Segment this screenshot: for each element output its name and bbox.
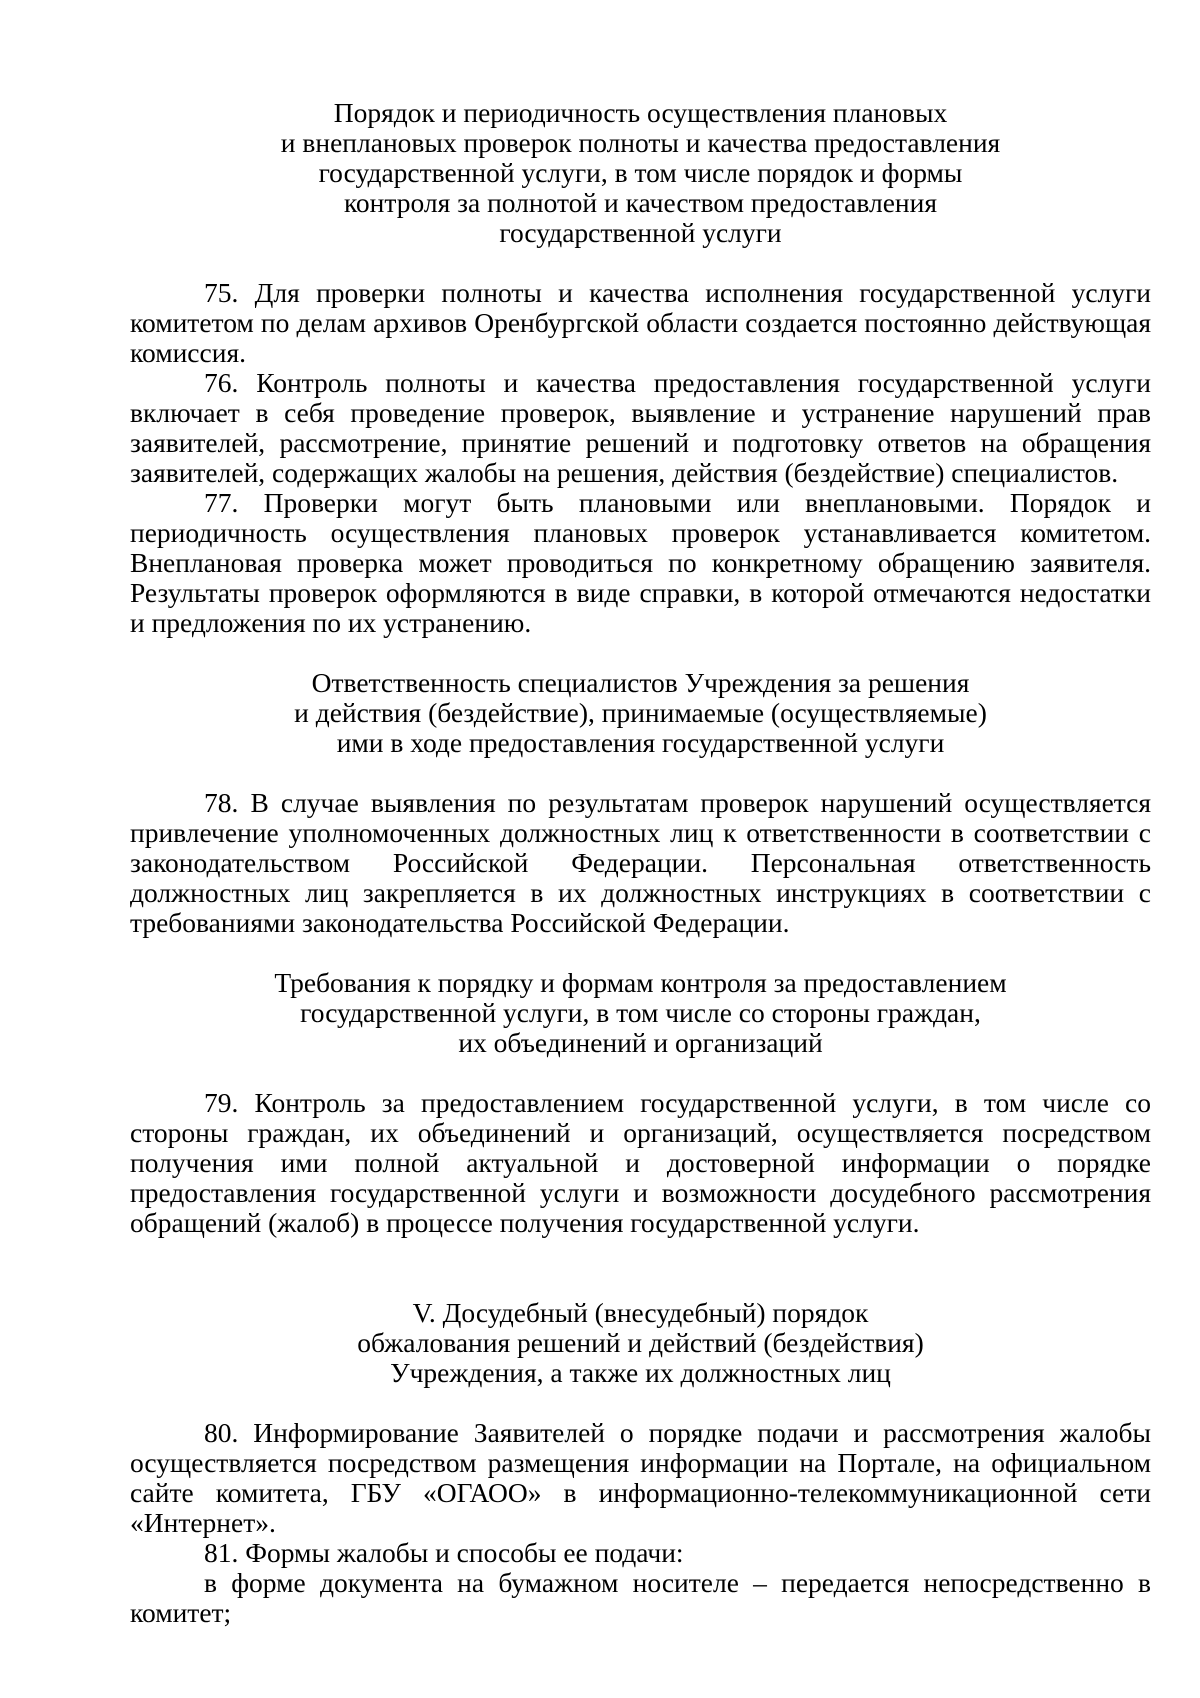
paragraph-76: 76. Контроль полноты и качества предоставления государственной услуги включает в себя проведение проверок, выявление и устранение нарушений прав заявителей, рассмотрение, принятие решений и подготовку ответов на обращения заявителей, содержащих жалобы на решения, действия (бездействие) специалистов. xyxy=(130,367,1151,488)
heading-line: Требования к порядку и формам контроля за предоставлением xyxy=(274,967,1007,998)
section-heading-pretrial-appeal xyxy=(130,1298,1151,1388)
heading-line: и действия (бездействие), принимаемые (осуществляемые) xyxy=(294,697,987,728)
paragraph-79: 79. Контроль за предоставлением государственной услуги, в том числе со стороны граждан, их объединений и организаций, осуществляется посредством получения ими полной актуальной и достоверной информации о порядке предоставления государственной услуги и возможности досудебного рассмотрения обращений (жалоб) в процессе получения государственной услуги. xyxy=(130,1087,1151,1238)
paragraph-81: 81. Формы жалобы и способы ее подачи: xyxy=(204,1537,684,1568)
paragraph-75: 75. Для проверки полноты и качества исполнения государственной услуги комитетом по делам архивов Оренбургской области создается постоянно действующая комиссия. xyxy=(130,277,1151,368)
heading-line: Ответственность специалистов Учреждения за решения xyxy=(311,667,970,698)
heading-line: контроля за полнотой и качеством предоставления xyxy=(343,187,938,218)
heading-line: V. Досудебный (внесудебный) порядок xyxy=(412,1297,869,1328)
section-heading-control-procedure xyxy=(130,98,1151,248)
paragraph-80: 80. Информирование Заявителей о порядке подачи и рассмотрения жалобы осуществляется посредством размещения информации на Портале, на официальном сайте комитета, ГБУ «ОГАОО» в информационно-телекоммуникационной сети «Интернет». xyxy=(130,1417,1151,1538)
paragraph-77: 77. Проверки могут быть плановыми или внеплановыми. Порядок и периодичность осуществления плановых проверок устанавливается комитетом. Внеплановая проверка может проводиться по конкретному обращению заявителя. Результаты проверок оформляются в виде справки, в которой отмечаются недостатки и предложения по их устранению. xyxy=(130,487,1151,638)
section-heading-control-requirements xyxy=(130,968,1151,1058)
paragraph-78: 78. В случае выявления по результатам проверок нарушений осуществляется привлечение уполномоченных должностных лиц к ответственности в соответствии с законодательством Российской Федерации. Персональная ответственность должностных лиц закрепляется в их должностных инструкциях в соответствии с требованиями законодательства Российской Федерации. xyxy=(130,787,1151,938)
heading-line: и внеплановых проверок полноты и качества предоставления xyxy=(280,127,1001,158)
heading-line: государственной услуги, в том числе порядок и формы xyxy=(318,157,963,188)
heading-line: государственной услуги xyxy=(499,217,782,248)
section-heading-responsibility xyxy=(130,668,1151,758)
heading-line: Учреждения, а также их должностных лиц xyxy=(390,1357,891,1388)
heading-line: их объединений и организаций xyxy=(458,1027,823,1058)
heading-line: ими в ходе предоставления государственной услуги xyxy=(336,727,945,758)
paragraph-81-item-paper: в форме документа на бумажном носителе – передается непосредственно в комитет; xyxy=(130,1567,1151,1628)
document-page xyxy=(130,98,1151,1628)
heading-line: Порядок и периодичность осуществления плановых xyxy=(333,97,948,128)
heading-line: обжалования решений и действий (бездействия) xyxy=(357,1327,924,1358)
heading-line: государственной услуги, в том числе со стороны граждан, xyxy=(300,997,981,1028)
